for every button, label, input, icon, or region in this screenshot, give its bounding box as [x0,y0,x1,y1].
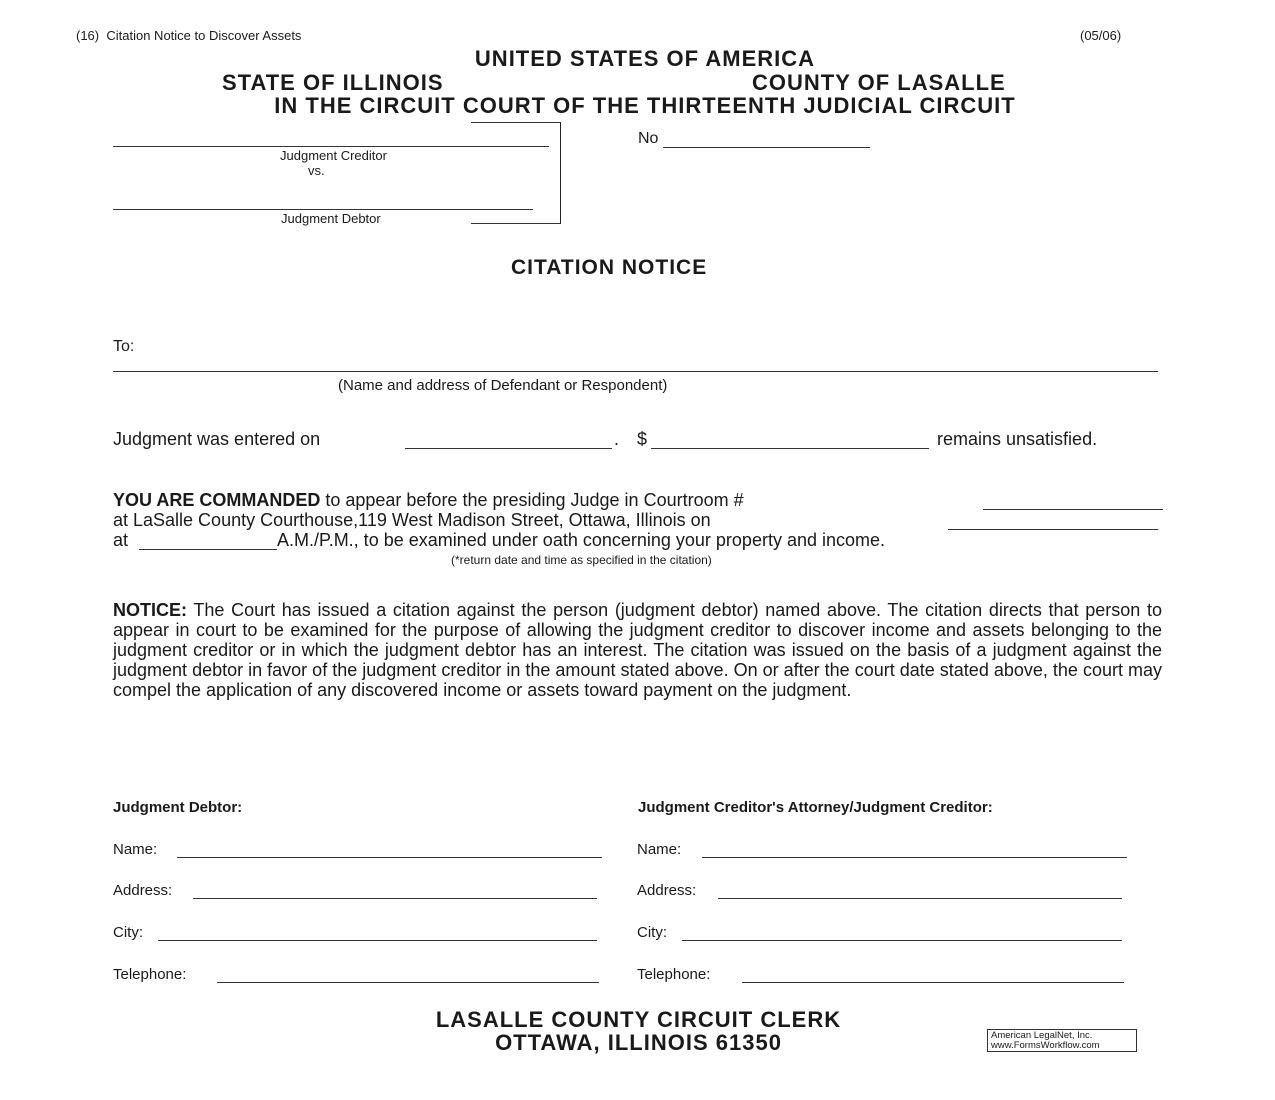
page-title: CITATION NOTICE [511,256,708,279]
return-date-footnote: (*return date and time as specified in the citation) [451,553,712,567]
caption-bracket [560,122,561,224]
header-state: STATE OF ILLINOIS [222,70,444,95]
command-text-1: to appear before the presiding Judge in Courtroom # [320,490,744,510]
header-country: UNITED STATES OF AMERICA [474,46,816,71]
creditor-block-heading: Judgment Creditor's Attorney/Judgment Creditor: [638,799,993,816]
header-court: IN THE CIRCUIT COURT OF THE THIRTEENTH JUDICIAL CIRCUIT [274,93,1016,118]
command-at-label: at [113,530,129,550]
debtor-name-label: Name: [113,841,158,858]
hearing-time-line[interactable] [139,549,277,550]
creditor-city-field[interactable] [682,940,1122,941]
creditor-address-label: Address: [637,882,697,899]
vs-label: vs. [308,163,325,178]
creditor-city-label: City: [637,924,667,941]
notice-paragraph [113,600,1162,700]
case-number-line[interactable] [663,147,870,148]
caption-bracket-bottom [471,223,561,224]
notice-bold: NOTICE: [113,600,187,620]
creditor-telephone-field[interactable] [742,982,1124,983]
form-name: Citation Notice to Discover Assets [106,28,302,43]
creditor-telephone-label: Telephone: [637,966,711,983]
creditor-name-label: Name: [637,841,682,858]
creditor-name-line[interactable] [113,146,549,147]
form-number: (16) Citation Notice to Discover Assets [76,28,302,43]
judgment-dot: . [614,429,620,449]
judgment-entered-label: Judgment was entered on [113,429,321,449]
judgment-date-line[interactable] [405,448,612,449]
debtor-address-field[interactable] [193,898,597,899]
to-label: To: [113,338,135,355]
debtor-address-label: Address: [113,882,173,899]
vendor-name: American LegalNet, Inc. [991,1030,1093,1041]
courtroom-number-line[interactable] [983,509,1163,510]
debtor-city-field[interactable] [158,940,597,941]
dollar-sign: $ [637,429,648,449]
to-sublabel: (Name and address of Defendant or Respondent) [338,377,668,394]
debtor-telephone-label: Telephone: [113,966,187,983]
to-address-line[interactable] [113,371,1158,372]
case-number-label: No [638,130,659,147]
judgment-amount-line[interactable] [651,448,929,449]
form-date: (05/06) [1080,28,1122,43]
hearing-date-line[interactable] [948,529,1158,530]
creditor-name-field[interactable] [702,857,1127,858]
remains-unsatisfied-label: remains unsatisfied. [937,429,1098,449]
debtor-block-heading: Judgment Debtor: [113,799,243,816]
debtor-telephone-field[interactable] [217,982,599,983]
vendor-stamp [987,1029,1137,1052]
caption-bracket-top [471,122,561,123]
command-line-2: at LaSalle County Courthouse,119 West Madison Street, Ottawa, Illinois on [113,510,711,530]
debtor-caption-label: Judgment Debtor [281,211,381,226]
vendor-url: www.FormsWorkflow.com [991,1040,1100,1051]
command-bold: YOU ARE COMMANDED [113,490,321,510]
debtor-name-field[interactable] [177,857,602,858]
command-line-1 [113,490,744,511]
command-line-3: A.M./P.M., to be examined under oath concerning your property and income. [277,530,886,550]
debtor-name-line[interactable] [113,209,533,210]
creditor-address-field[interactable] [718,898,1122,899]
creditor-caption-label: Judgment Creditor [280,148,387,163]
footer-clerk: LASALLE COUNTY CIRCUIT CLERK [435,1007,842,1032]
debtor-city-label: City: [113,924,143,941]
header-county: COUNTY OF LASALLE [752,70,1006,95]
footer-address: OTTAWA, ILLINOIS 61350 [495,1030,782,1055]
notice-text: The Court has issued a citation against the person (judgment debtor) named above. The citation directs that person to appear in court to be examined for the purpose of allowing the judgment creditor to discover income and assets belonging to the judgment creditor or in which the judgment debtor has an interest. The citation was issued on the basis of a judgment against the judgment debtor in favor of the judgment creditor in the amount stated above. On or after the court date stated above, the court may compel the application of any discovered income or assets toward payment on the judgment. [113,600,1162,700]
